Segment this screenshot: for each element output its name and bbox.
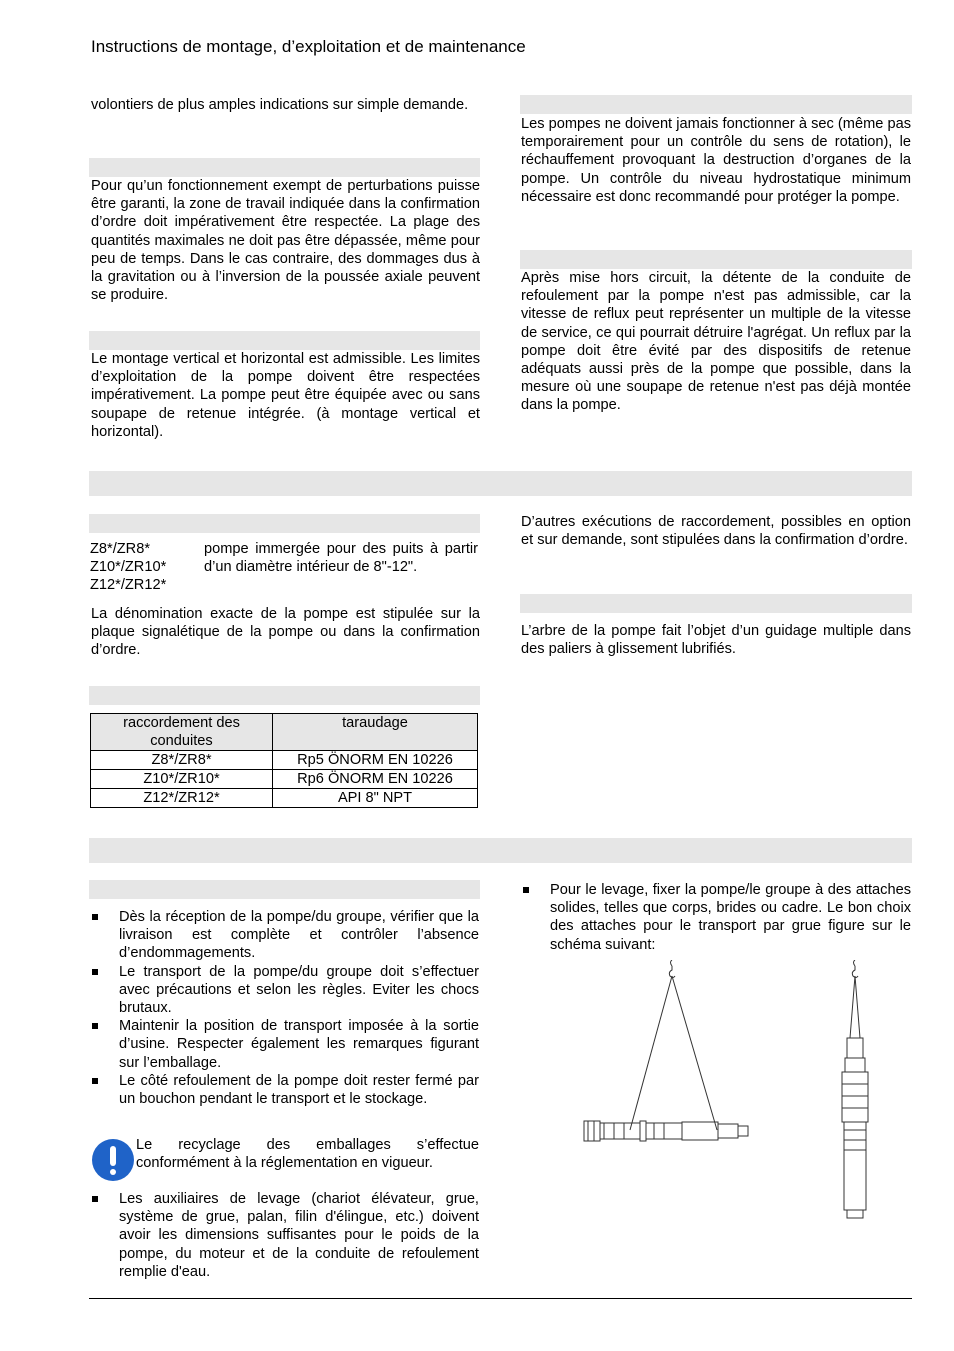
section-band-dry-run: [520, 95, 912, 114]
working-range-paragraph: Pour qu’un fonctionnement exempt de perturbations puisse être garanti, la zone de travail indiquée dans la confirmation d’ordre doit impérativement être respectée. La plage des quantités maximales ne doit pas être dépassée, même pour peu de temps. Dans le cas contraire, des dommages dus à la gravitation ou à l’inversion de la poussée axiale peuvent se produire.: [91, 178, 480, 304]
lifting-fix-bullet-list: [521, 881, 911, 954]
table-header-row: [91, 714, 478, 751]
table-cell: Rp5 ÖNORM EN 10226: [273, 751, 478, 770]
bullet-icon: [92, 969, 98, 975]
lifting-bullet-list: [90, 1190, 479, 1281]
dry-run-paragraph: Les pompes ne doivent jamais fonctionner à sec (même pas temporairement pour un contrôle du sens de rotation), le réchauffement provoquant la destruction d’organes de la pompe. Un contrôle du niveau hydrostatique minimum nécessaire est donc recommandé pour protéger la pompe.: [521, 116, 911, 205]
bullet-icon: [92, 914, 98, 920]
table-row: [91, 789, 478, 808]
bullet-icon: [92, 1196, 98, 1202]
mounting-paragraph: Le montage vertical et horizontal est admissible. Les limites d’exploitation de la pompe doivent être respectées impérativement. La pompe peut être équipée avec ou sans soupape de retenue intégrée. (à montage vertical et horizontal).: [91, 351, 480, 440]
bullet-icon: [92, 1023, 98, 1029]
list-item: Le côté refoulement de la pompe doit rester fermé par un bouchon pendant le transport et le stockage.: [90, 1072, 479, 1108]
section-band-transport: [89, 880, 480, 899]
table-cell: Z12*/ZR12*: [91, 789, 273, 808]
table-cell: Z8*/ZR8*: [91, 751, 273, 770]
section-band-bearings: [520, 594, 912, 613]
list-item: Maintenir la position de transport imposée à la sortie d’usine. Respecter également les remarques figurant sur l’emballage.: [90, 1017, 479, 1072]
transport-bullet-list: [90, 908, 479, 1108]
notice-text: Le recyclage des emballages s’effectue conformément à la réglementation en vigueur.: [136, 1137, 479, 1172]
section-band-models: [89, 514, 480, 533]
model-code: Z12*/ZR12*: [90, 577, 167, 594]
shaft-paragraph: L’arbre de la pompe fait l’objet d’un guidage multiple dans des paliers à glissement lubrifiés.: [521, 623, 911, 658]
page-header-title: Instructions de montage, d’exploitation et de maintenance: [91, 37, 526, 56]
connection-options-paragraph: D’autres exécutions de raccordement, possibles en option et sur demande, sont stipulées dans la confirmation d’ordre.: [521, 514, 911, 549]
list-item: Pour le levage, fixer la pompe/le groupe à des attaches solides, telles que corps, brides ou cadre. Le bon choix des attaches pour le transport par grue figure sur le schéma suivant:: [521, 881, 911, 954]
list-item: Les auxiliaires de levage (chariot élévateur, grue, système de grue, palan, filin d'élingue, etc.) doivent avoir les dimensions suffisantes pour le poids de la pompe, du moteur et de la conduite de refoulement remplie d'eau.: [90, 1190, 479, 1281]
model-code: Z8*/ZR8*: [90, 541, 151, 557]
table-row: [91, 770, 478, 789]
section-band-backflow: [520, 250, 912, 269]
designation-paragraph: La dénomination exacte de la pompe est stipulée sur la plaque signalétique de la pompe ou dans la confirmation d’ordre.: [91, 606, 480, 659]
model-description: pompe immergée pour des puits à partir d’un diamètre intérieur de 8"-12".: [204, 541, 478, 576]
intro-paragraph: volontiers de plus amples indications sur simple demande.: [91, 97, 469, 113]
backflow-paragraph: Après mise hors circuit, la détente de la conduite de refoulement par la pompe n'est pas admissible, car la vitesse de reflux peut représenter un multiple de la vitesse de service, ce qui pourrait détruire l'agrégat. Un reflux par la pompe doit être évité par des dispositifs de retenue adéquats aussi près de la pompe que possible, dans la mesure où une soupape de retenue n'est pas déjà montée dans la pompe.: [521, 270, 911, 414]
connections-table: [90, 713, 478, 808]
model-codes: [90, 540, 200, 595]
section-band-connections: [89, 686, 480, 705]
footer-divider: [89, 1298, 912, 1299]
crane-hook-icon: [852, 960, 858, 978]
table-header-cell: taraudage: [273, 714, 478, 751]
table-cell: Rp6 ÖNORM EN 10226: [273, 770, 478, 789]
horizontal-pump-drawing: [584, 960, 748, 1141]
chapter-band-transport: [89, 838, 912, 863]
table-cell: Z10*/ZR10*: [91, 770, 273, 789]
bullet-icon: [523, 887, 529, 893]
recycling-notice: [90, 1136, 479, 1184]
crane-lifting-diagram: [574, 960, 904, 1225]
model-code: Z10*/ZR10*: [90, 559, 167, 576]
bullet-icon: [92, 1078, 98, 1084]
chapter-band-description: [89, 471, 912, 496]
section-band-mounting: [89, 331, 480, 350]
crane-hook-icon: [669, 960, 675, 978]
table-row: [91, 751, 478, 770]
vertical-pump-drawing: [842, 960, 868, 1218]
list-item: Dès la réception de la pompe/du groupe, vérifier que la livraison est complète et contrôler l’absence d’endommagements.: [90, 908, 479, 963]
info-exclamation-icon: [92, 1139, 134, 1181]
table-cell: API 8" NPT: [273, 789, 478, 808]
section-band-working-range: [89, 158, 480, 177]
table-header-cell: raccordement des conduites: [91, 714, 273, 751]
list-item: Le transport de la pompe/du groupe doit s’effectuer avec précautions et selon les règles. Eviter les chocs brutaux.: [90, 963, 479, 1018]
